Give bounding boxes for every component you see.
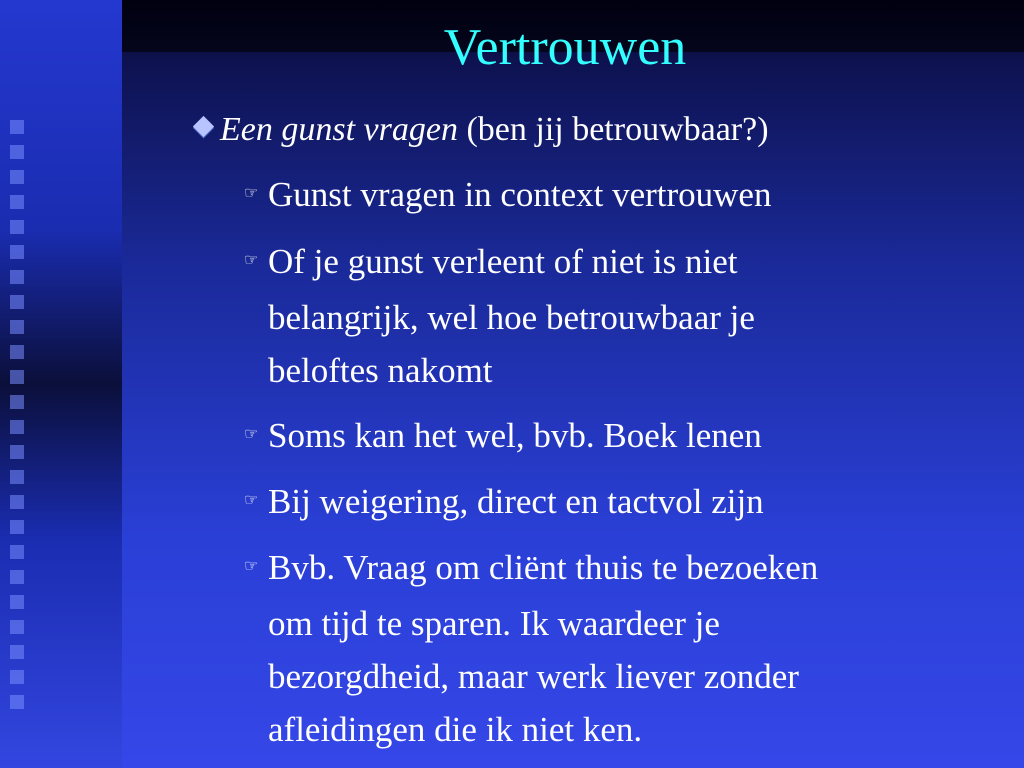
slide-title: Vertrouwen [443,19,687,76]
sub-item-4 [244,475,1004,531]
pointing-hand-icon: ☞ [244,426,259,444]
sub-item-text: belangrijk, wel hoe betrouwbaar je [268,298,755,338]
sub-item-text: beloftes nakomt [268,351,493,391]
pointing-hand-icon: ☞ [244,185,259,203]
left-decoration-bar [0,0,122,768]
sub-item-text: Bij weigering, direct en tactvol zijn [268,482,764,521]
pointing-hand-icon: ☞ [244,558,259,576]
decorative-squares [10,120,24,720]
sub-item-text: Of je gunst verleent of niet is niet [268,242,738,281]
sub-item-text: Soms kan het wel, bvb. Boek lenen [268,416,762,455]
sub-item-text: Gunst vragen in context vertrouwen [268,175,772,214]
bullet-rest-text: (ben jij betrouwbaar?) [457,111,769,148]
sub-item-2 [244,235,1004,397]
sub-item-text: bezorgdheid, maar werk liever zonder [268,657,799,697]
sub-item-5 [244,541,1004,756]
sub-item-text: om tijd te sparen. Ik waardeer je [268,604,720,644]
pointing-hand-icon: ☞ [244,252,259,270]
main-bullet [196,110,769,151]
sub-item-text: afleidingen die ik niet ken. [268,710,643,750]
sub-item-3 [244,409,1004,465]
diamond-bullet-icon [193,116,214,137]
pointing-hand-icon: ☞ [244,492,259,510]
sub-item-1 [244,168,1004,224]
bullet-italic-text: Een gunst vragen [220,111,458,148]
sub-item-text: Bvb. Vraag om cliënt thuis te bezoeken [268,548,819,587]
